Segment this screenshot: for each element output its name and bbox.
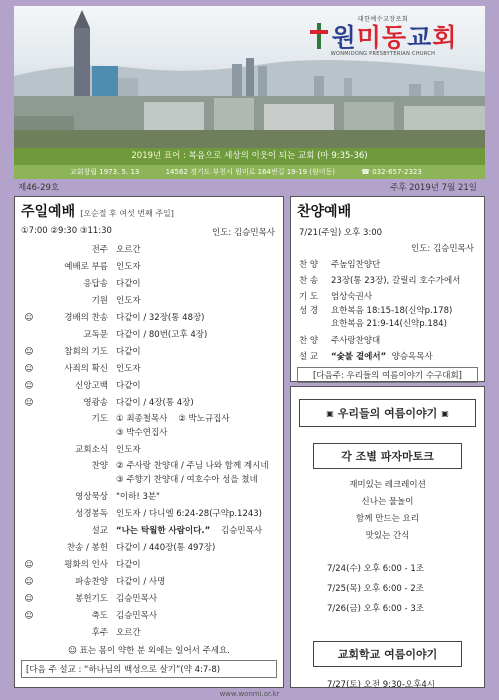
order-label: 파송찬양 bbox=[75, 577, 108, 587]
prayer-person-3: ③ 박수연집사 bbox=[116, 428, 168, 438]
announce-label: 교회소식 bbox=[75, 445, 108, 455]
praise-sermon-value bbox=[331, 349, 433, 365]
order-value: 다같이 bbox=[116, 381, 141, 391]
summer-title: 우리들의 여름이야기 bbox=[337, 407, 438, 420]
praise-label: 기 도 bbox=[299, 292, 319, 302]
choir-line-1: ② 주사랑 찬양대 / 주님 나와 함께 계시네 bbox=[116, 461, 269, 471]
order-label: 기원 bbox=[91, 296, 108, 306]
order-value: 다같이 / 사명 bbox=[116, 577, 166, 587]
order-row bbox=[21, 489, 277, 506]
church-phone: ☎ 032-657-2323 bbox=[361, 168, 422, 176]
order-row bbox=[21, 608, 277, 625]
praise-label: 찬 송 bbox=[299, 276, 319, 286]
order-row bbox=[21, 276, 277, 293]
stand-mark: ☺ bbox=[24, 381, 34, 391]
sermon-row bbox=[21, 523, 277, 540]
prayer-row bbox=[21, 412, 277, 442]
order-label: 영광송 bbox=[83, 398, 108, 408]
praise-time: 7/21(주일) 오후 3:00 bbox=[299, 228, 383, 238]
praise-row bbox=[297, 273, 478, 289]
order-row bbox=[21, 395, 277, 412]
square-icon: ▣ bbox=[441, 409, 449, 418]
praise-row bbox=[297, 289, 478, 305]
order-row bbox=[21, 591, 277, 608]
praise-next-box: [다음주: 우리들의 여름이야기 수구대회] bbox=[297, 367, 478, 383]
order-row bbox=[21, 557, 277, 574]
footer-url: www.wonmi.or.kr bbox=[219, 690, 280, 698]
order-value: 인도자 bbox=[116, 296, 141, 306]
order-row bbox=[21, 378, 277, 395]
school-schedule: 7/27(토) 오전 9:30-오후4시 bbox=[327, 680, 435, 690]
motto-bar bbox=[14, 148, 485, 165]
praise-sermon-row bbox=[297, 349, 478, 365]
activity-item: 신나는 물놀이 bbox=[361, 497, 414, 507]
logo-char-4: 회 bbox=[432, 23, 458, 52]
motto-year: 2019년 표어 : bbox=[131, 151, 189, 161]
praise-choir-row bbox=[297, 333, 478, 349]
logo-char-1: 원 bbox=[331, 23, 357, 52]
order-row bbox=[21, 259, 277, 276]
sermon-title: “나는 탁월한 사람이다.” bbox=[116, 526, 211, 536]
praise-value: 주높임찬양단 bbox=[331, 260, 381, 270]
worship-leader: 인도: 김승민목사 bbox=[211, 228, 275, 238]
worship-times: ①7:00 ②9:30 ③11:30 bbox=[21, 226, 112, 236]
order-value: 인도자 / 다니엘 6:24-28(구약p.1243) bbox=[116, 509, 262, 519]
order-value: 김승민목사 bbox=[116, 611, 158, 621]
sermon-label: 설교 bbox=[91, 526, 108, 536]
announce-row bbox=[21, 442, 277, 459]
issue-number: 제46-29호 bbox=[18, 183, 60, 193]
order-value: 인도자 bbox=[116, 262, 141, 272]
church-logo bbox=[289, 14, 477, 57]
stand-mark: ☺ bbox=[24, 560, 34, 570]
announce-value: 인도자 bbox=[116, 445, 141, 455]
order-row bbox=[21, 293, 277, 310]
order-row bbox=[21, 361, 277, 378]
praise-title: 찬양예배 bbox=[297, 204, 352, 220]
worship-times-row bbox=[21, 226, 277, 238]
order-label: 찬송 / 봉헌 bbox=[66, 543, 108, 553]
prayer-person-2: ② 박노규집사 bbox=[178, 414, 230, 424]
activity-item: 함께 만드는 요리 bbox=[356, 514, 419, 524]
praise-time-row bbox=[297, 225, 478, 241]
scripture-line-2: 요한복음 21:9-14(신약p.184) bbox=[331, 319, 447, 329]
issue-row bbox=[14, 181, 485, 195]
stand-mark: ☺ bbox=[24, 577, 34, 587]
praise-choir-label: 찬 양 bbox=[299, 336, 319, 346]
order-label: 예배로 부름 bbox=[64, 262, 108, 272]
order-row bbox=[21, 310, 277, 327]
next-sermon-box: [다음 주 설교 : “하나님의 백성으로 살기”(약 4:7-8) bbox=[21, 660, 277, 678]
order-label: 전주 bbox=[91, 245, 108, 255]
choir-value bbox=[116, 459, 269, 487]
schedule-item: 7/25(목) 오후 6:00 - 2조 bbox=[327, 584, 424, 594]
pajama-talk-box: 각 조별 파자마토크 bbox=[313, 443, 462, 469]
logo-char-3: 교 bbox=[407, 23, 433, 52]
stand-mark: ☺ bbox=[24, 611, 34, 621]
order-label: 후주 bbox=[91, 628, 108, 638]
order-label: 참회의 기도 bbox=[64, 347, 108, 357]
order-label: 평화의 인사 bbox=[64, 560, 108, 570]
school-summer-box: 교회학교 여름이야기 bbox=[313, 641, 462, 667]
order-value: 다같이 bbox=[116, 279, 141, 289]
order-label: 성경봉독 bbox=[75, 509, 108, 519]
order-row bbox=[21, 344, 277, 361]
choir-line-2: ③ 주향기 찬양대 / 여호수아 성을 쳤네 bbox=[116, 475, 258, 485]
stand-mark: ☺ bbox=[24, 364, 34, 374]
scripture-row bbox=[297, 305, 478, 333]
choir-label: 찬양 bbox=[91, 461, 108, 471]
sunday-worship-panel bbox=[14, 196, 284, 688]
order-label: 축도 bbox=[91, 611, 108, 621]
order-label: 경배의 찬송 bbox=[64, 313, 108, 323]
logo-denomination: 대한예수교장로회 bbox=[357, 16, 409, 23]
order-value: 김승민목사 bbox=[116, 594, 158, 604]
stand-mark: ☺ bbox=[24, 398, 34, 408]
activity-item: 맛있는 간식 bbox=[365, 531, 410, 541]
order-list bbox=[21, 242, 277, 642]
schedule-list bbox=[297, 559, 478, 619]
praise-sermon-speaker: 양승옥목사 bbox=[391, 352, 433, 362]
schedule-item: 7/24(수) 오후 6:00 - 1조 bbox=[327, 564, 424, 574]
praise-label: 찬 양 bbox=[299, 260, 319, 270]
order-label: 봉헌기도 bbox=[75, 594, 108, 604]
order-row bbox=[21, 242, 277, 259]
scripture-value bbox=[331, 305, 452, 331]
order-row bbox=[21, 506, 277, 523]
order-value: 다같이 / 80번(고후 4장) bbox=[116, 330, 208, 340]
order-row bbox=[21, 625, 277, 642]
praise-value: 23장(통 23장), 갈릴리 호수가에서 bbox=[331, 276, 461, 286]
prayer-label: 기도 bbox=[91, 414, 108, 424]
order-value: 인도자 bbox=[116, 364, 141, 374]
worship-title: 주일예배 bbox=[21, 204, 76, 220]
order-row bbox=[21, 327, 277, 344]
issue-date: 주후 2019년 7월 21일 bbox=[389, 183, 477, 193]
praise-choir-value: 주사랑찬양대 bbox=[331, 336, 381, 346]
praise-value: 엄상숙권사 bbox=[331, 292, 373, 302]
order-value: 다같이 / 4장(통 4장) bbox=[116, 398, 194, 408]
stand-mark: ☺ bbox=[24, 347, 34, 357]
sermon-speaker: 김승민목사 bbox=[221, 526, 263, 536]
order-label: 신앙고백 bbox=[75, 381, 108, 391]
praise-worship-panel bbox=[290, 196, 485, 382]
standing-note: ☺ 표는 몸이 약한 분 외에는 일어서 주세요. bbox=[68, 646, 230, 656]
praise-row bbox=[297, 257, 478, 273]
order-label: 사죄의 확신 bbox=[64, 364, 108, 374]
order-value: 오르간 bbox=[116, 628, 141, 638]
stand-mark: ☺ bbox=[24, 594, 34, 604]
logo-char-2: 미동 bbox=[356, 23, 408, 52]
order-label: 영상묵상 bbox=[75, 492, 108, 502]
header-banner bbox=[14, 6, 485, 148]
choir-row bbox=[21, 459, 277, 489]
church-address: 14562 경기도 부천시 원미로 164번길 19-19 (원미동) bbox=[165, 168, 336, 176]
church-info-bar bbox=[14, 165, 485, 179]
order-row bbox=[21, 574, 277, 591]
praise-leader: 인도: 김승민목사 bbox=[410, 244, 474, 254]
scripture-line-1: 요한복음 18:15-18(신약p.178) bbox=[331, 306, 453, 316]
summer-story-panel bbox=[290, 386, 485, 688]
scripture-label: 성 경 bbox=[299, 306, 319, 316]
founded-date: 교회창립 1973. 5. 13 bbox=[70, 168, 140, 176]
order-label: 교독문 bbox=[83, 330, 108, 340]
square-icon: ▣ bbox=[326, 409, 334, 418]
order-value: 오르간 bbox=[116, 245, 141, 255]
cross-icon bbox=[309, 23, 329, 49]
prayer-person-1: ① 최종철목사 bbox=[116, 414, 168, 424]
prayer-value bbox=[116, 412, 230, 440]
order-value: 다같이 / 440장(통 497장) bbox=[116, 543, 216, 553]
order-row bbox=[21, 540, 277, 557]
summer-title-box bbox=[299, 399, 476, 427]
praise-sermon-label: 설 교 bbox=[299, 352, 319, 362]
activity-list bbox=[297, 477, 478, 545]
order-value: 다같이 bbox=[116, 560, 141, 570]
order-value: 다같이 bbox=[116, 347, 141, 357]
activity-item: 재미있는 레크레이션 bbox=[349, 480, 426, 490]
logo-english: WONMIDONG PRESBYTERIAN CHURCH bbox=[330, 51, 436, 57]
worship-subtitle: [오순절 후 여섯 번째 주일] bbox=[80, 209, 174, 218]
order-label: 응답송 bbox=[83, 279, 108, 289]
schedule-item: 7/26(금) 오후 6:00 - 3조 bbox=[327, 604, 424, 614]
motto-text: 복음으로 세상의 이웃이 되는 교회 (마 9:35-36) bbox=[188, 151, 368, 161]
praise-sermon-title: “숯불 곁에서” bbox=[331, 352, 387, 362]
order-value: 다같이 / 32장(통 48장) bbox=[116, 313, 205, 323]
logo-church-name bbox=[289, 23, 477, 51]
stand-mark: ☺ bbox=[24, 313, 34, 323]
order-value: "이하! 3분" bbox=[116, 492, 160, 502]
